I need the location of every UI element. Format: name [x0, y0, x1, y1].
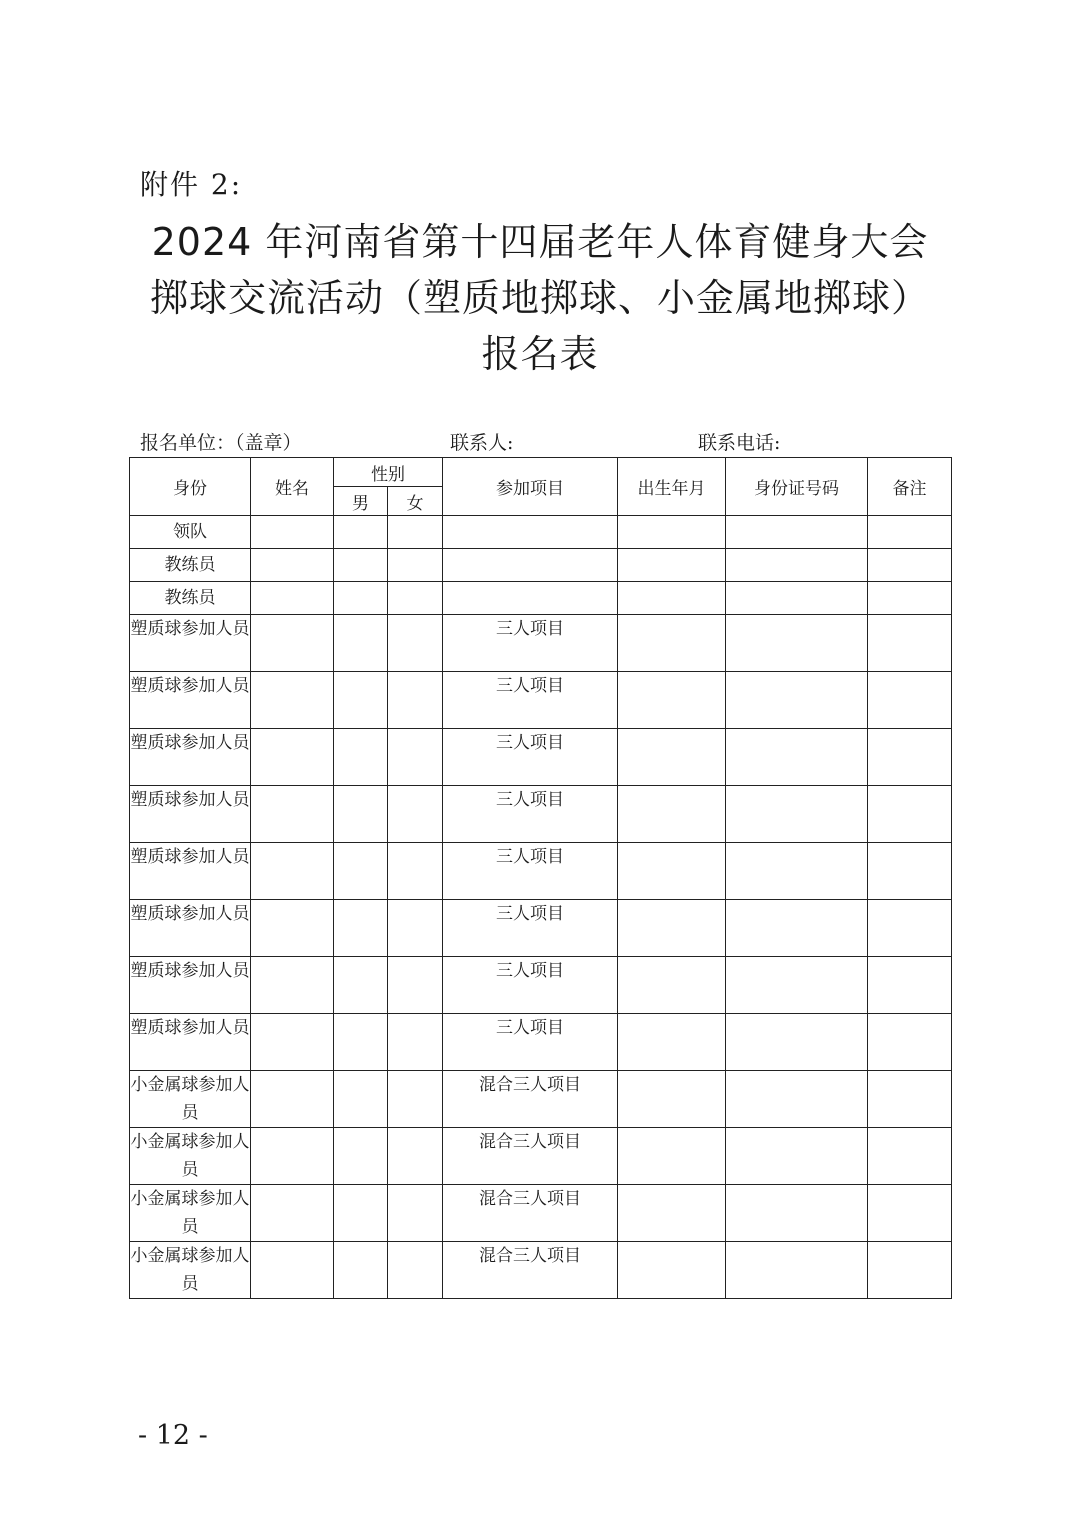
- table-row: [130, 549, 952, 582]
- birth-cell[interactable]: [618, 1128, 726, 1185]
- remarks-cell[interactable]: [868, 1242, 952, 1299]
- identity-cell: 塑质球参加人员: [130, 1014, 251, 1071]
- table-row: [130, 1071, 952, 1128]
- event-cell: [443, 516, 618, 549]
- female-cell[interactable]: [388, 516, 443, 549]
- identity-cell: 领队: [130, 516, 251, 549]
- birth-cell[interactable]: [618, 1242, 726, 1299]
- identity-cell: 小金属球参加人员: [130, 1071, 251, 1128]
- header-event: 参加项目: [443, 458, 618, 516]
- birth-cell[interactable]: [618, 957, 726, 1014]
- female-cell[interactable]: [388, 900, 443, 957]
- event-cell: 三人项目: [443, 786, 618, 843]
- id-number-cell[interactable]: [726, 957, 868, 1014]
- birth-cell[interactable]: [618, 672, 726, 729]
- name-cell[interactable]: [251, 672, 334, 729]
- birth-cell[interactable]: [618, 1014, 726, 1071]
- identity-cell: 小金属球参加人员: [130, 1185, 251, 1242]
- document-title-line-3: 报名表: [481, 332, 599, 376]
- remarks-cell[interactable]: [868, 549, 952, 582]
- document-title-line-2: 掷球交流活动（塑质地掷球、小金属地掷球）: [149, 276, 930, 320]
- remarks-cell[interactable]: [868, 615, 952, 672]
- birth-cell[interactable]: [618, 582, 726, 615]
- remarks-cell[interactable]: [868, 672, 952, 729]
- id-number-cell[interactable]: [726, 786, 868, 843]
- name-cell[interactable]: [251, 1242, 334, 1299]
- event-cell: 三人项目: [443, 843, 618, 900]
- remarks-cell[interactable]: [868, 843, 952, 900]
- registration-table: [129, 457, 952, 1299]
- female-cell[interactable]: [388, 786, 443, 843]
- name-cell[interactable]: [251, 1014, 334, 1071]
- table-row: [130, 900, 952, 957]
- female-cell[interactable]: [388, 672, 443, 729]
- identity-cell: 塑质球参加人员: [130, 615, 251, 672]
- table-row: [130, 843, 952, 900]
- table-row: [130, 516, 952, 549]
- birth-cell[interactable]: [618, 843, 726, 900]
- remarks-cell[interactable]: [868, 516, 952, 549]
- table-row: [130, 1128, 952, 1185]
- id-number-cell[interactable]: [726, 549, 868, 582]
- name-cell[interactable]: [251, 516, 334, 549]
- birth-cell[interactable]: [618, 1185, 726, 1242]
- remarks-cell[interactable]: [868, 729, 952, 786]
- table-body: [130, 516, 952, 1299]
- male-cell[interactable]: [334, 582, 388, 615]
- remarks-cell[interactable]: [868, 957, 952, 1014]
- contact-phone-label: 联系电话:: [698, 432, 781, 454]
- male-cell[interactable]: [334, 729, 388, 786]
- male-cell[interactable]: [334, 1185, 388, 1242]
- female-cell[interactable]: [388, 729, 443, 786]
- female-cell[interactable]: [388, 1242, 443, 1299]
- header-name: 姓名: [251, 458, 334, 516]
- female-cell[interactable]: [388, 1014, 443, 1071]
- name-cell[interactable]: [251, 957, 334, 1014]
- identity-cell: 教练员: [130, 549, 251, 582]
- name-cell[interactable]: [251, 1128, 334, 1185]
- table-row: [130, 615, 952, 672]
- id-number-cell[interactable]: [726, 1128, 868, 1185]
- female-cell[interactable]: [388, 1128, 443, 1185]
- event-cell: [443, 549, 618, 582]
- table-row: [130, 582, 952, 615]
- female-cell[interactable]: [388, 1185, 443, 1242]
- table-row: [130, 1242, 952, 1299]
- id-number-cell[interactable]: [726, 1242, 868, 1299]
- identity-cell: 塑质球参加人员: [130, 957, 251, 1014]
- male-cell[interactable]: [334, 615, 388, 672]
- table-row: [130, 1014, 952, 1071]
- event-cell: 三人项目: [443, 729, 618, 786]
- name-cell[interactable]: [251, 843, 334, 900]
- remarks-cell[interactable]: [868, 582, 952, 615]
- table-row: [130, 786, 952, 843]
- birth-cell[interactable]: [618, 786, 726, 843]
- identity-cell: 教练员: [130, 582, 251, 615]
- male-cell[interactable]: [334, 786, 388, 843]
- male-cell[interactable]: [334, 549, 388, 582]
- event-cell: 三人项目: [443, 1014, 618, 1071]
- remarks-cell[interactable]: [868, 1128, 952, 1185]
- header-remarks: 备注: [868, 458, 952, 516]
- male-cell[interactable]: [334, 843, 388, 900]
- identity-cell: 塑质球参加人员: [130, 843, 251, 900]
- id-number-cell[interactable]: [726, 729, 868, 786]
- name-cell[interactable]: [251, 900, 334, 957]
- table-row: [130, 1185, 952, 1242]
- event-cell: [443, 582, 618, 615]
- name-cell[interactable]: [251, 1185, 334, 1242]
- event-cell: 混合三人项目: [443, 1071, 618, 1128]
- male-cell[interactable]: [334, 1128, 388, 1185]
- birth-cell[interactable]: [618, 1071, 726, 1128]
- remarks-cell[interactable]: [868, 900, 952, 957]
- male-cell[interactable]: [334, 957, 388, 1014]
- identity-cell: 塑质球参加人员: [130, 672, 251, 729]
- female-cell[interactable]: [388, 615, 443, 672]
- birth-cell[interactable]: [618, 615, 726, 672]
- id-number-cell[interactable]: [726, 672, 868, 729]
- female-cell[interactable]: [388, 957, 443, 1014]
- table-row: [130, 729, 952, 786]
- name-cell[interactable]: [251, 615, 334, 672]
- header-gender: 性别: [334, 458, 443, 487]
- id-number-cell[interactable]: [726, 582, 868, 615]
- id-number-cell[interactable]: [726, 1071, 868, 1128]
- id-number-cell[interactable]: [726, 1185, 868, 1242]
- event-cell: 三人项目: [443, 900, 618, 957]
- identity-cell: 小金属球参加人员: [130, 1128, 251, 1185]
- id-number-cell[interactable]: [726, 843, 868, 900]
- page-number: - 12 -: [138, 1420, 208, 1451]
- female-cell[interactable]: [388, 843, 443, 900]
- name-cell[interactable]: [251, 549, 334, 582]
- header-birth: 出生年月: [618, 458, 726, 516]
- male-cell[interactable]: [334, 516, 388, 549]
- remarks-cell[interactable]: [868, 1071, 952, 1128]
- event-cell: 三人项目: [443, 957, 618, 1014]
- identity-cell: 小金属球参加人员: [130, 1242, 251, 1299]
- female-cell[interactable]: [388, 1071, 443, 1128]
- birth-cell[interactable]: [618, 900, 726, 957]
- document-title-line-1: 2024 年河南省第十四届老年人体育健身大会: [151, 220, 929, 264]
- male-cell[interactable]: [334, 672, 388, 729]
- attachment-label: 附件 2:: [140, 168, 243, 201]
- name-cell[interactable]: [251, 582, 334, 615]
- name-cell[interactable]: [251, 729, 334, 786]
- female-cell[interactable]: [388, 549, 443, 582]
- identity-cell: 塑质球参加人员: [130, 786, 251, 843]
- name-cell[interactable]: [251, 1071, 334, 1128]
- registration-unit-label: 报名单位：（盖章）: [140, 432, 302, 454]
- header-id-number: 身份证号码: [726, 458, 868, 516]
- name-cell[interactable]: [251, 786, 334, 843]
- remarks-cell[interactable]: [868, 1014, 952, 1071]
- birth-cell[interactable]: [618, 729, 726, 786]
- birth-cell[interactable]: [618, 549, 726, 582]
- event-cell: 三人项目: [443, 615, 618, 672]
- contact-person-label: 联系人:: [450, 432, 514, 454]
- male-cell[interactable]: [334, 1242, 388, 1299]
- table-row: [130, 672, 952, 729]
- header-male: 男: [334, 487, 388, 516]
- birth-cell[interactable]: [618, 516, 726, 549]
- id-number-cell[interactable]: [726, 615, 868, 672]
- male-cell[interactable]: [334, 900, 388, 957]
- event-cell: 混合三人项目: [443, 1242, 618, 1299]
- header-identity: 身份: [130, 458, 251, 516]
- table-row: [130, 957, 952, 1014]
- remarks-cell[interactable]: [868, 1185, 952, 1242]
- event-cell: 三人项目: [443, 672, 618, 729]
- remarks-cell[interactable]: [868, 786, 952, 843]
- id-number-cell[interactable]: [726, 516, 868, 549]
- male-cell[interactable]: [334, 1071, 388, 1128]
- male-cell[interactable]: [334, 1014, 388, 1071]
- event-cell: 混合三人项目: [443, 1185, 618, 1242]
- id-number-cell[interactable]: [726, 900, 868, 957]
- id-number-cell[interactable]: [726, 1014, 868, 1071]
- identity-cell: 塑质球参加人员: [130, 900, 251, 957]
- identity-cell: 塑质球参加人员: [130, 729, 251, 786]
- event-cell: 混合三人项目: [443, 1128, 618, 1185]
- female-cell[interactable]: [388, 582, 443, 615]
- header-female: 女: [388, 487, 443, 516]
